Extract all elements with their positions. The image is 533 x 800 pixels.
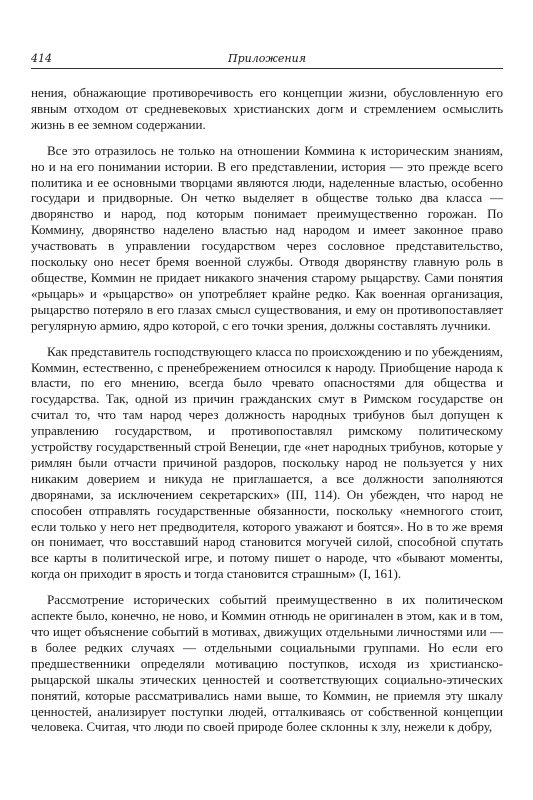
paragraph-political-aspect: Рассмотрение исторических событий преимущественно в их политическом аспекте было, конечно, не ново, и Коммин отнюдь не оригинален в этом, как и в том, что ищет объяснение событий в мотивах, движущих отдельными личностями или — в более редких случаях — отдельными социальными группами. Но если его предшественники определяли мотивацию поступков, исходя из христианско-рыцарской шкалы этических ценностей и соответствующих социально-этических понятий, которые рассматривались нами выше, то Коммин, не приемля эту шкалу ценностей, анализирует поступки людей, отталкиваясь от собственной концепции человека. Считая, что люди по своей природе более склонны к злу, нежели к добру, (31, 592, 503, 735)
paragraph-attitude-to-people: Как представитель господствующего класса по происхождению и по убеждениям, Коммин, естественно, с пренебрежением относился к народу. Приобщение народа к власти, по его мнению, всегда было чревато опасностями для общества и государства. Так, одной из причин гражданских смут в Римском государстве он считал то, что там народ через должность народных трибунов был допущен к управлению государством, и противопоставлял римскому политическому устройству государственный строй Венеции, где «нет народных трибунов, которые у римлян были отчасти причиной раздоров, поскольку народ не пользуется у них никаким доверием и никуда не приглашается, а все должности заполняются дворянами, за исключением секретарских» (III, 114). Он убежден, что народ не способен отправлять государственные обязанности, поскольку «немногого стоит, если только у него нет предводителя, которого уважают и боятся». Но в то же время он понимает, что восставший народ становится могучей силой, способной спутать все карты в политической игре, и потому пишет о народе, что «бывают моменты, когда он приходит в ярость и тогда становится страшным» (I, 161). (31, 343, 503, 582)
running-header (31, 50, 503, 69)
page-number: 414 (31, 52, 52, 65)
body-text (31, 85, 503, 735)
paragraph-history-understanding: Все это отразилось не только на отношении Коммина к историческим знаниям, но и на его понимании истории. В его представлении, история — это прежде всего политика и ее основными творцами являются люди, наделенные властью, особенно государи и придворные. Он четко выделяет в обществе только два класса — дворянство и народ, под которым понимает преимущественно горожан. По Коммину, дворянство наделено властью над народом и имеет законное право участвовать в управлении государством через сословное представительство, поскольку оно несет бремя военной службы. Отводя дворянству главную роль в обществе, Коммин не придает никакого значения старому рыцарству. Сами понятия «рыцарь» и «рыцарство» он употребляет крайне редко. Как военная организация, рыцарство потеряло в его глазах смысл существования, и ему он противопоставляет регулярную армию, ядро которой, с его точки зрения, должны составлять лучники. (31, 142, 503, 333)
book-page (31, 50, 503, 790)
section-title: Приложения (228, 52, 306, 65)
paragraph-continued: нения, обнажающие противоречивость его концепции жизни, обусловленную его явным отходом от средневековых христианских догм и стремлением осмыслить жизнь в ее земном содержании. (31, 85, 503, 132)
